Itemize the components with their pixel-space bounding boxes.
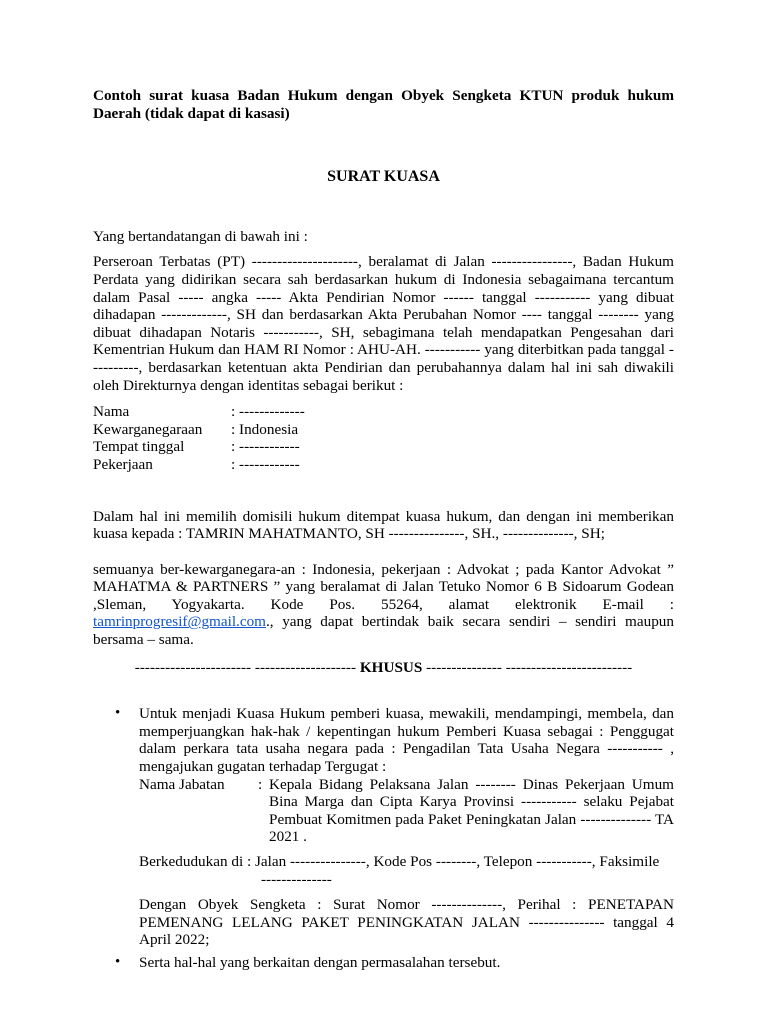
advokat-text-end: ., yang dapat bertindak baik secara sendiri – sendiri maupun bersama – sama. <box>93 613 674 649</box>
document-title: SURAT KUASA <box>327 168 440 186</box>
identity-label: Pekerjaan <box>93 455 153 473</box>
bullet-item-serta <box>93 954 674 972</box>
company-paragraph: Perseroan Terbatas (PT) ---------------------, beralamat di Jalan ----------------, Badan Hukum Perdata yang didirikan secara sah berdasarkan hukum di Indonesia sebagaimana tercantum dalam Pasal ----- angka ----- Akta Pendirian Nomor ------ tanggal ----------- yang dibuat dihadapan -------------, SH dan berdasarkan Akta Perubahan Nomor ---- tanggal -------- yang dibuat dihadapan Notaris -----------, SH, sebagimana telah mendapatkan Pengesahan dari Kementrian Hukum dan HAM RI Nomor : AHU-AH. ----------- yang diterbitkan pada tanggal ----------, berdasarkan ketentuan akta Pendirian dan perubahannya dalam hal ini sah diwakili oleh Direkturnya dengan identitas sebagai berikut : <box>93 253 674 394</box>
berkedudukan-line: Berkedudukan di : Jalan ---------------, Kode Pos --------, Telepon -----------, Faksimile <box>139 853 660 870</box>
email-link[interactable]: tamrinprogresif@gmail.com <box>93 613 266 631</box>
document-heading: Contoh surat kuasa Badan Hukum dengan Obyek Sengketa KTUN produk hukum Daerah (tidak dapat di kasasi) <box>93 87 674 122</box>
identity-value: : ------------- <box>231 403 305 421</box>
bullet-text: Untuk menjadi Kuasa Hukum pemberi kuasa, mewakili, mendampingi, membela, dan memperjuangkan hak-hak / kepentingan hukum Pemberi Kuasa sebagai : Penggugat dalam perkara tata usaha negara pada : Pengadilan Tata Usaha Negara ----------- , mengajukan gugatan terhadap Tergugat : <box>139 705 674 776</box>
document-page <box>93 87 674 972</box>
advokat-paragraph <box>93 561 674 649</box>
identity-label: Nama <box>93 403 130 421</box>
bullet-icon: • <box>115 953 121 970</box>
bullet-list <box>93 705 674 971</box>
identity-row-pekerjaan <box>93 456 674 474</box>
bullet-text: Serta hal-hal yang berkaitan dengan permasalahan tersebut. <box>139 953 501 971</box>
nama-jabatan-value: Kepala Bidang Pelaksana Jalan -------- Dinas Pekerjaan Umum Bina Marga dan Cipta Karya Provinsi ----------- selaku Pejabat Pembuat Komitmen pada Paket Peningkatan Jalan -------------- TA 2021 . <box>269 775 674 846</box>
advokat-text: semuanya ber-kewarganegara-an : Indonesia, pekerjaan : Advokat ; pada Kantor Advokat ” MAHATMA & PARTNERS ” yang beralamat di Jalan Tetuko Nomor 6 B Sidoarum Godean ,Sleman, Yogyakarta. Kode Pos. 55264, alamat elektronik E-mail : <box>93 560 674 613</box>
identity-row-kewarganegaraan <box>93 421 674 439</box>
identity-row-nama <box>93 403 674 421</box>
bullet-icon: • <box>115 705 121 722</box>
nama-jabatan-label: Nama Jabatan <box>139 775 225 793</box>
identity-label: Kewarganegaraan <box>93 420 203 438</box>
khusus-divider <box>93 659 674 677</box>
identity-value: : Indonesia <box>231 420 299 438</box>
identity-row-tempat-tinggal <box>93 438 674 456</box>
domisili-paragraph: Dalam hal ini memilih domisili hukum ditempat kuasa hukum, dan dengan ini memberikan kuasa kepada : TAMRIN MAHATMANTO, SH ---------------, SH., --------------, SH; <box>93 507 674 543</box>
identity-value: : ------------ <box>231 438 300 456</box>
identity-value: : ------------ <box>231 455 300 473</box>
khusus-dashes-right: --------------- ------------------------- <box>426 658 633 676</box>
nama-jabatan-separator: : <box>258 775 263 793</box>
khusus-dashes-left: ----------------------- -------------------- <box>134 658 357 676</box>
khusus-label: KHUSUS <box>359 658 423 676</box>
identity-label: Tempat tinggal <box>93 438 185 456</box>
intro-line: Yang bertandatangan di bawah ini : <box>93 227 308 245</box>
berkedudukan-line-2: -------------- <box>261 870 332 888</box>
nama-jabatan-row <box>139 776 674 846</box>
identity-table <box>93 403 674 473</box>
obyek-sengketa: Dengan Obyek Sengketa : Surat Nomor --------------, Perihal : PENETAPAN PEMENANG LELANG PAKET PENINGKATAN JALAN --------------- tanggal 4 April 2022; <box>139 896 674 949</box>
bullet-item-kuasa <box>93 705 674 949</box>
